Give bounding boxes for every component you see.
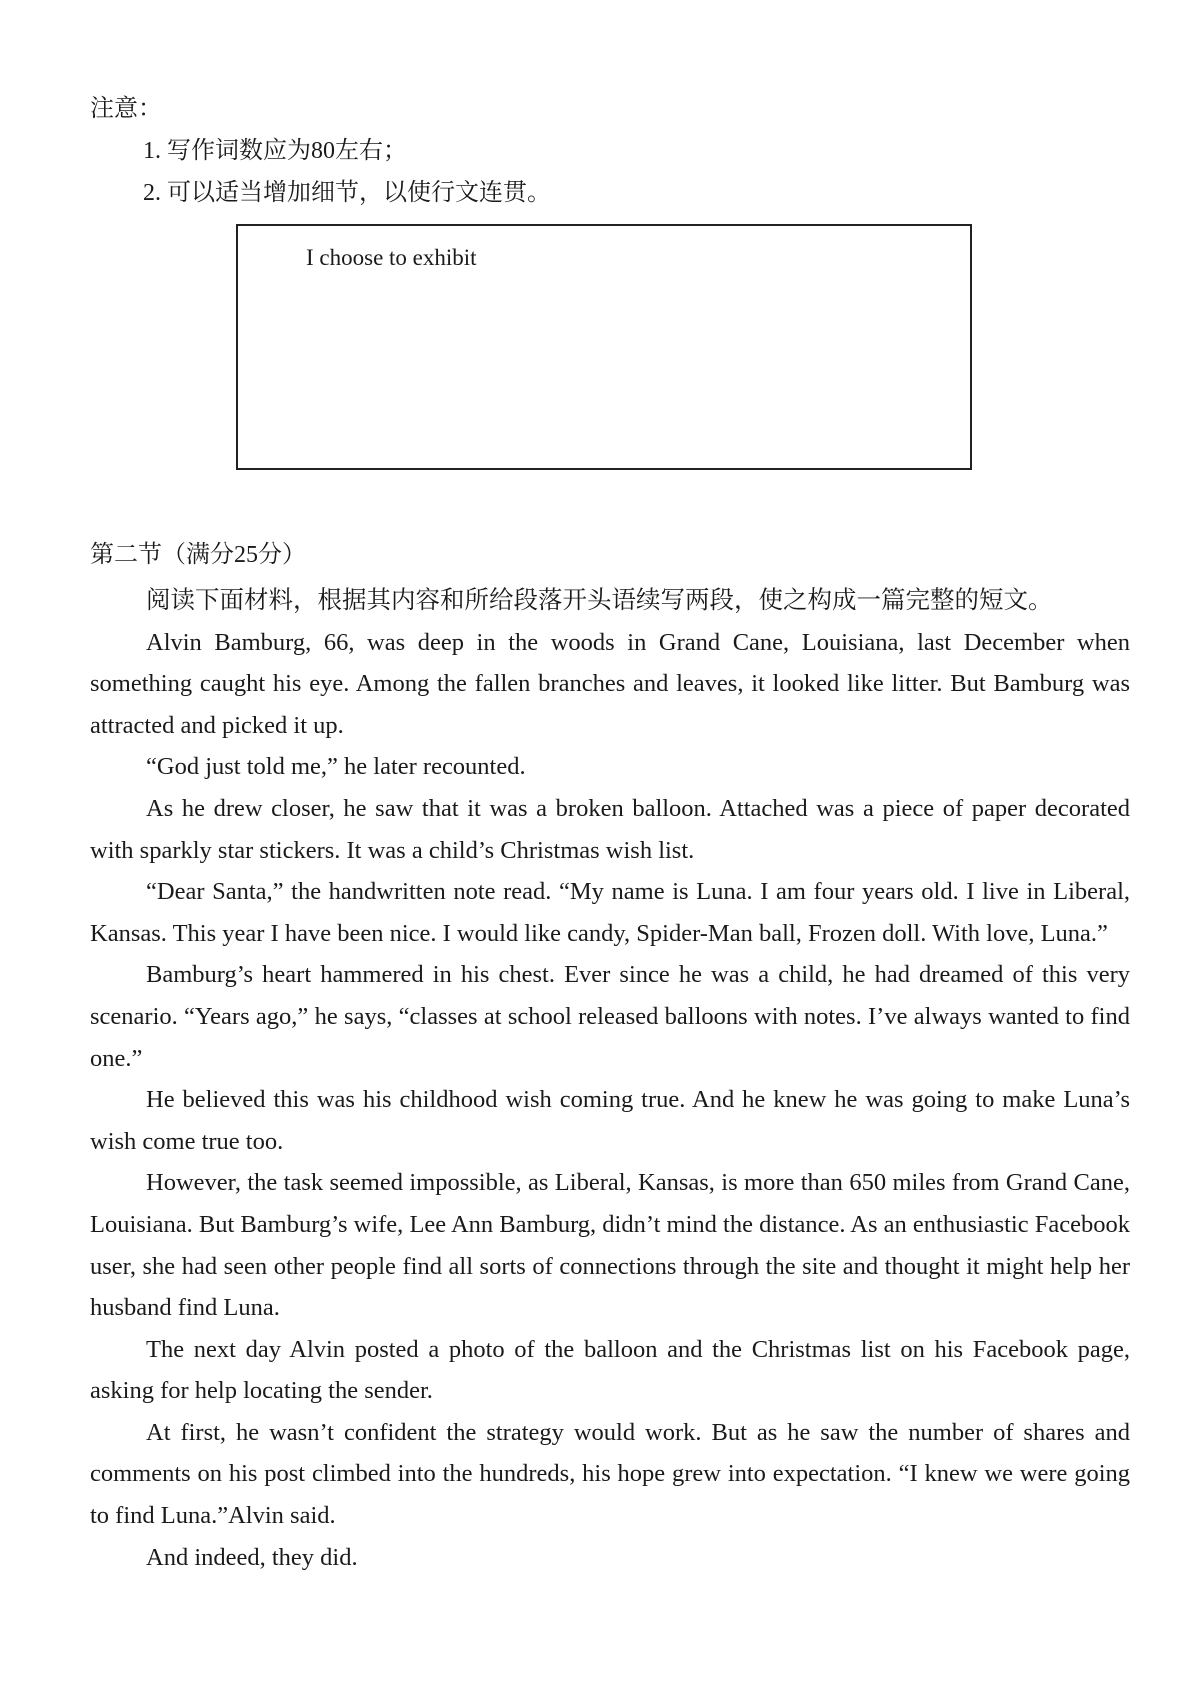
- passage-paragraph: And indeed, they did.: [146, 1543, 358, 1571]
- answer-box[interactable]: [236, 224, 972, 470]
- notice-item-details: 2. 可以适当增加细节，以使行文连贯。: [143, 180, 551, 206]
- section-title: 第二节（满分25分）: [90, 542, 306, 568]
- passage-paragraph: Bamburg’s heart hammered in his chest. Ever since he was a child, he had dreamed of this very scenario. “Years ago,” he says, “classes at school released balloons with notes. I’ve always wanted to find one.”: [90, 961, 1130, 1072]
- instruction-paragraph: 阅读下面材料，根据其内容和所给段落开头语续写两段，使之构成一篇完整的短文。: [146, 587, 1053, 614]
- passage-paragraph: He believed this was his childhood wish coming true. And he knew he was going to make Luna’s wish come true too.: [90, 1086, 1130, 1155]
- passage-paragraph: However, the task seemed impossible, as Liberal, Kansas, is more than 650 miles from Grand Cane, Louisiana. But Bamburg’s wife, Lee Ann Bamburg, didn’t mind the distance. As an enthusiastic Facebook user, she had seen other people find all sorts of connections through the site and thought it might help her husband find Luna.: [90, 1169, 1130, 1322]
- passage-paragraph: “Dear Santa,” the handwritten note read. “My name is Luna. I am four years old. I live in Liberal, Kansas. This year I have been nice. I would like candy, Spider-Man ball, Frozen doll. With love, Luna.”: [90, 878, 1130, 947]
- answer-starter-text: I choose to exhibit: [306, 245, 477, 270]
- notice-title: 注意：: [90, 96, 162, 122]
- passage-paragraph: As he drew closer, he saw that it was a broken balloon. Attached was a piece of paper decorated with sparkly star stickers. It was a child’s Christmas wish list.: [90, 794, 1130, 864]
- passage-paragraph: At first, he wasn’t confident the strategy would work. But as he saw the number of shares and comments on his post climbed into the hundreds, his hope grew into expectation. “I knew we were going to find Luna.”Alvin said.: [90, 1418, 1130, 1530]
- reading-passage: [90, 580, 1130, 1578]
- passage-paragraph: Alvin Bamburg, 66, was deep in the woods in Grand Cane, Louisiana, last December when something caught his eye. Among the fallen branches and leaves, it looked like litter. But Bamburg was attracted and picked it up.: [90, 628, 1130, 739]
- notice-item-word-count: 1. 写作词数应为80左右；: [143, 138, 407, 164]
- passage-paragraph: The next day Alvin posted a photo of the balloon and the Christmas list on his Facebook page, asking for help locating the sender.: [90, 1335, 1130, 1405]
- passage-paragraph: “God just told me,” he later recounted.: [146, 753, 526, 781]
